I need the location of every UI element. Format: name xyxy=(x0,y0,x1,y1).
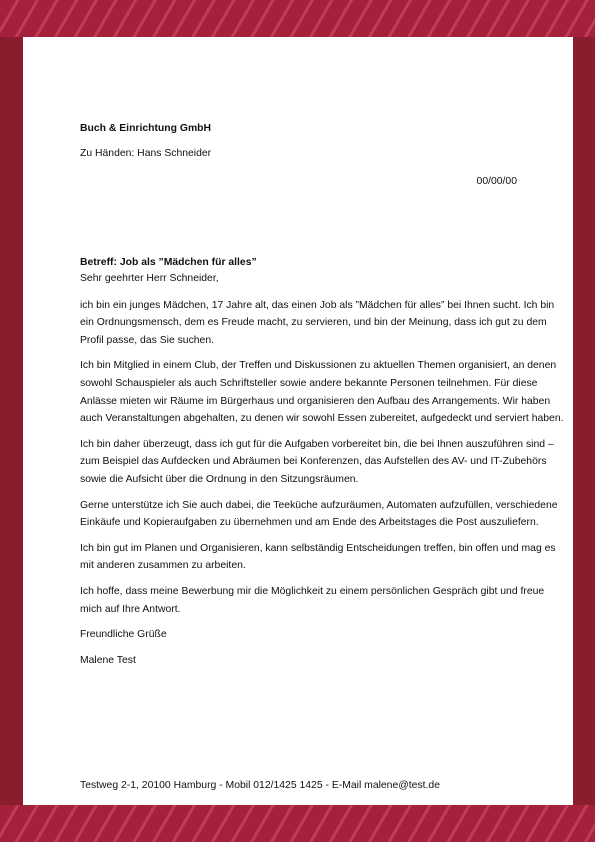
body-paragraph-4: Gerne unterstütze ich Sie auch dabei, die Teeküche aufzuräumen, Automaten aufzufüllen, verschiedene Einkäufe und Kopieraufgaben zu übernehmen und am Ende des Arbeitstages die Post auszuliefern. xyxy=(80,499,558,529)
body-paragraph-1: ich bin ein junges Mädchen, 17 Jahre alt, das einen Job als ”Mädchen für alles” bei Ihnen sucht. Ich bin ein Ordnungsmensch, dem es Freude macht, zu servieren, und bin der Meinung, dass ich gut zu dem Profil passe, das Sie suchen. xyxy=(80,299,555,346)
bottom-decorative-band xyxy=(0,805,595,842)
body-paragraph-2: Ich bin Mitglied in einem Club, der Treffen und Diskussionen zu aktuellen Themen organisiert, an denen sowohl Schauspieler als auch Schriftsteller sowie andere bekannte Personen teilnehmen. Für diese Anlässe mieten wir Räume im Bürgerhaus und organisieren den Aufbau des Arrangements. Wir haben auch Veranstaltungen abgehalten, zu denen wir sowohl Essen zubereitet, aufgedeckt und serviert haben. xyxy=(80,360,564,425)
letter-signature: Malene Test xyxy=(80,654,136,666)
letter-salutation: Sehr geehrter Herr Schneider, xyxy=(80,273,219,284)
sender-contact-footer: Testweg 2-1, 20100 Hamburg - Mobil 012/1425 1425 - E-Mail malene@test.de xyxy=(80,780,440,792)
top-decorative-band xyxy=(0,0,595,37)
body-paragraph-6: Ich hoffe, dass meine Bewerbung mir die Möglichkeit zu einem persönlichen Gespräch gibt und freue mich auf Ihre Antwort. xyxy=(80,585,545,615)
letter-sheet xyxy=(23,37,573,805)
recipient-company: Buch & Einrichtung GmbH xyxy=(80,123,212,135)
letter-date: 00/00/00 xyxy=(476,176,517,188)
recipient-attention: Zu Händen: Hans Schneider xyxy=(80,148,212,160)
letter-body xyxy=(80,270,564,677)
body-paragraph-5: Ich bin gut im Planen und Organisieren, kann selbständig Entscheidungen treffen, bin offen und mag es mit anderen zusammen zu arbeiten. xyxy=(80,542,556,572)
letter-subject: Betreff: Job als ”Mädchen für alles” xyxy=(80,257,257,269)
body-paragraph-3: Ich bin daher überzeugt, dass ich gut für die Aufgaben vorbereitet bin, die bei Ihnen auszuführen sind – zum Beispiel das Aufdecken und Abräumen bei Konferenzen, das Aufstellen des AV- und IT-Zubehörs sowie die Aufsicht über die Ordnung in den Sitzungsräumen. xyxy=(80,438,554,485)
letter-closing: Freundliche Grüße xyxy=(80,629,167,641)
